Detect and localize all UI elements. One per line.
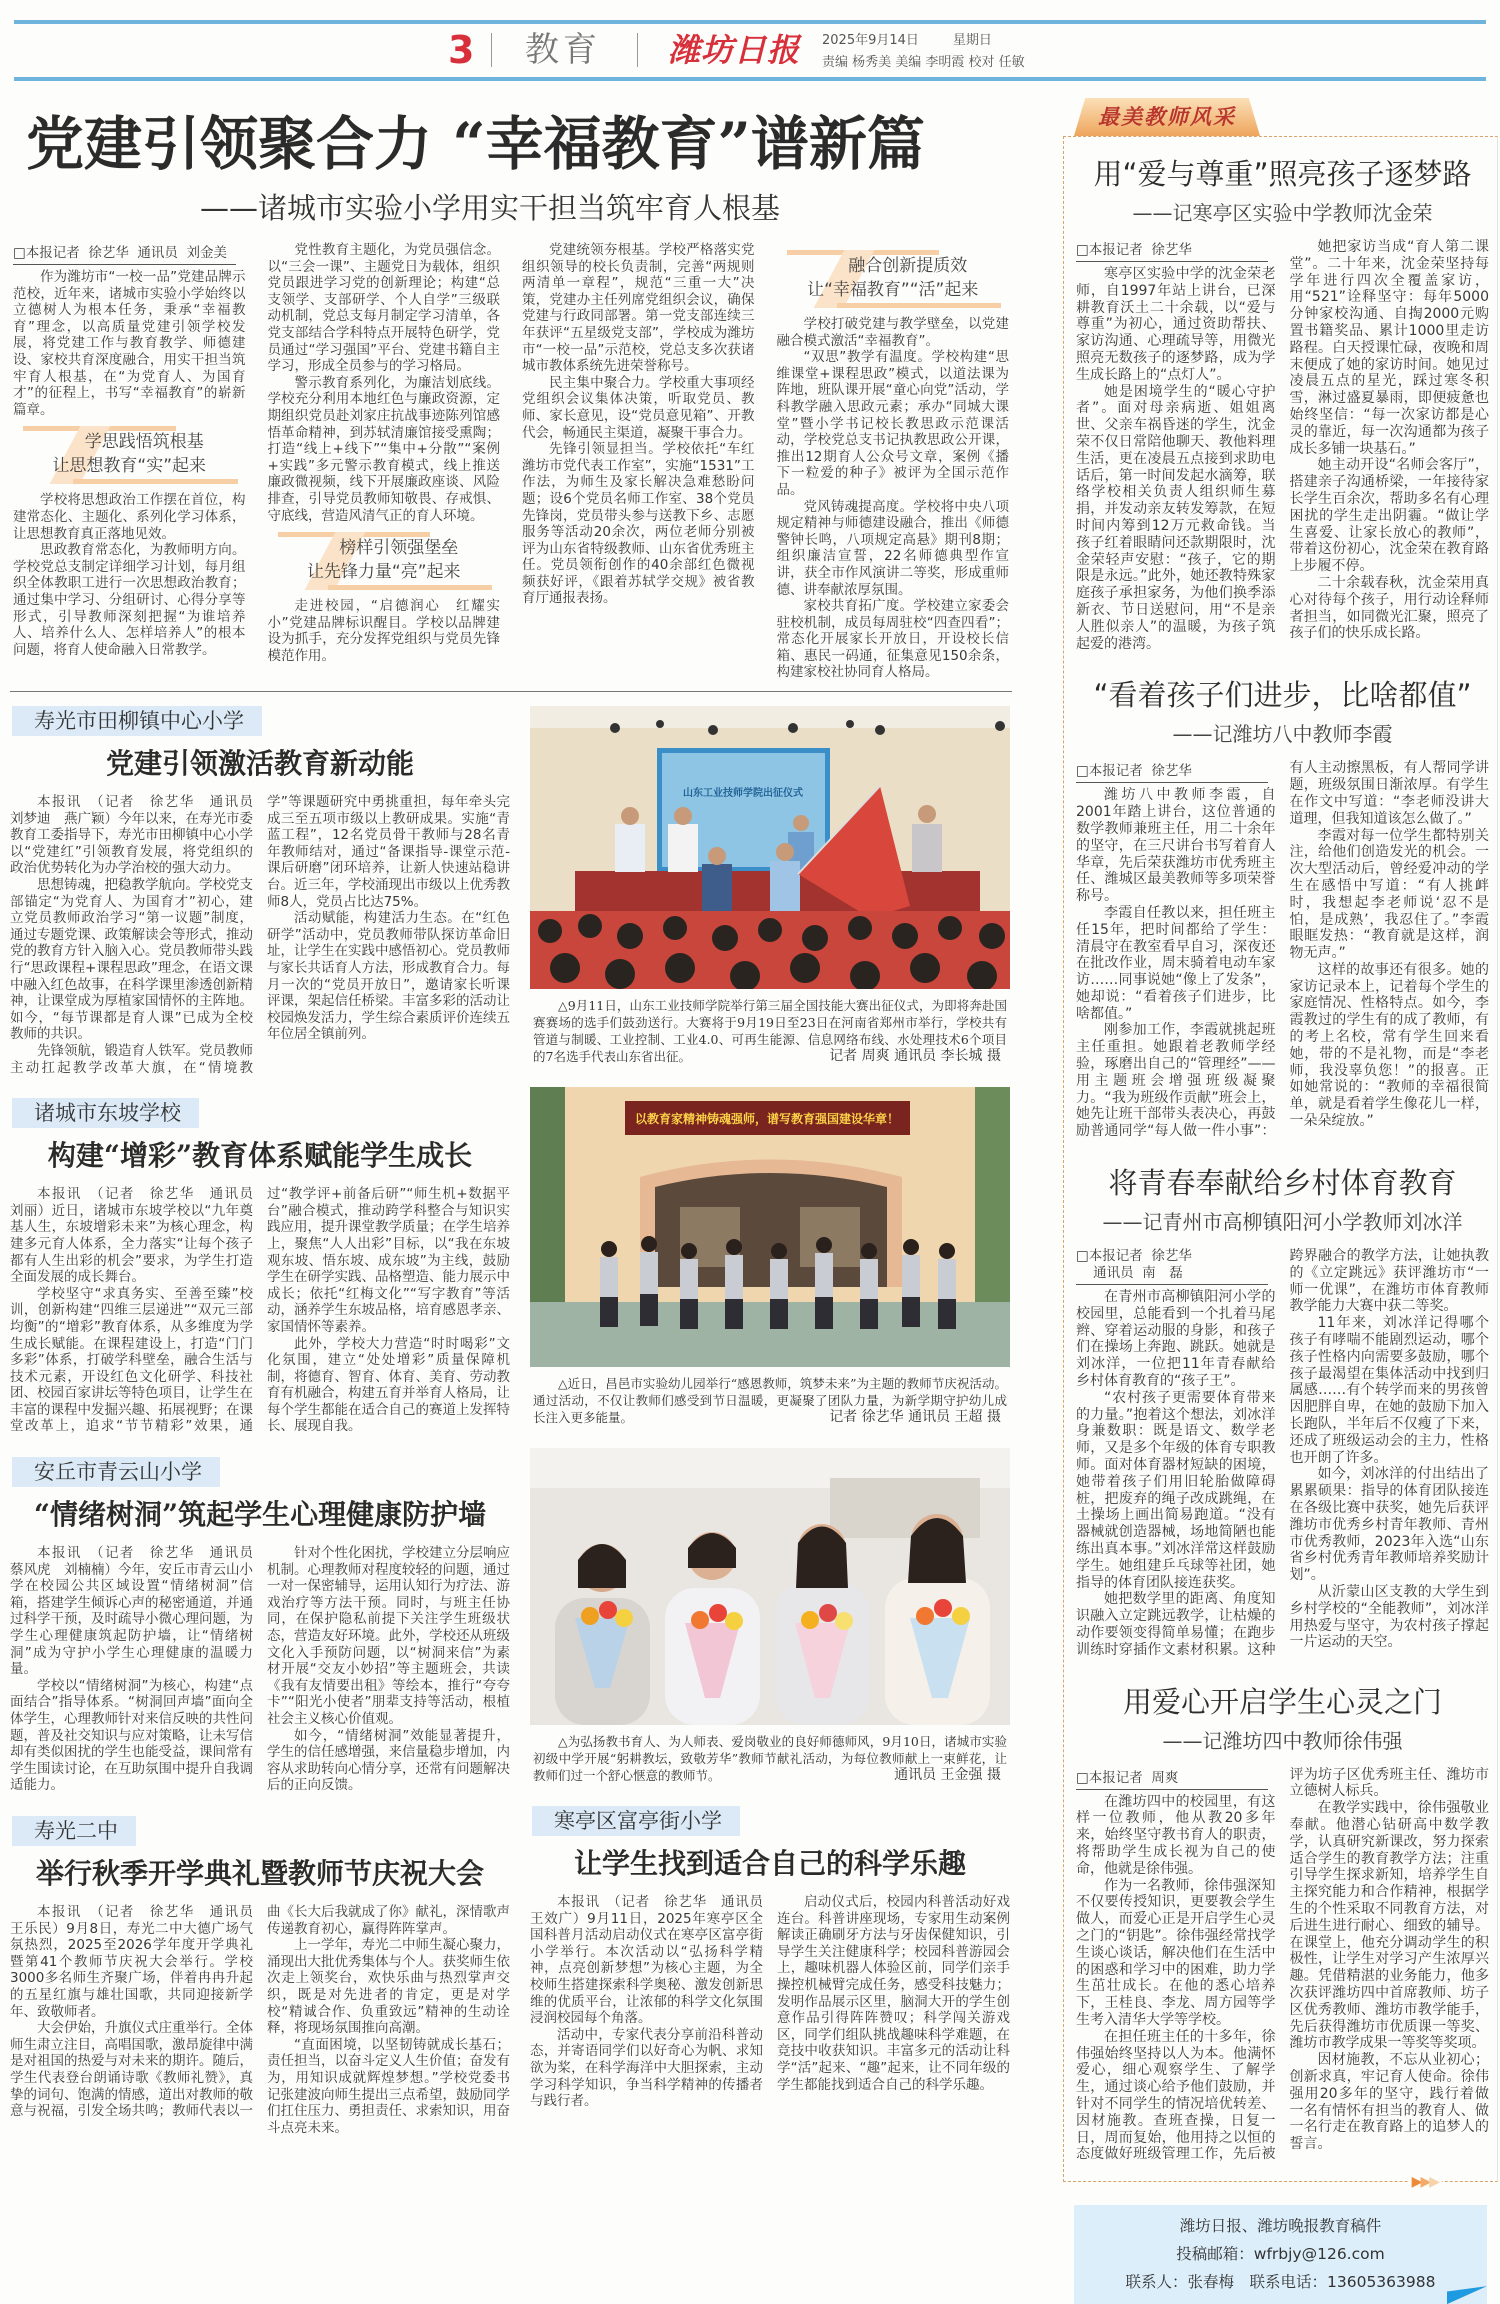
- paragraphs: [1076, 1248, 1489, 1659]
- paragraph: 走进校园，“启德润心 红耀实小”党建品牌标识醒目。学校以品牌建设为抓手，充分发挥党组织与党员先锋模范作用。: [267, 598, 500, 664]
- paragraph: 本报讯 （记者 徐艺华 通讯员 蔡风虎 刘楠楠）今年，安丘市青云山小学在校园公共区域设置“情绪树洞”信箱，搭建学生倾诉心声的秘密通道，并通过科学干预，及时疏导小微心理问题，为学生心理健康筑起防护墙，让“情绪树洞”成为守护小学生心理健康的温暖力量。: [10, 1545, 267, 1678]
- divider: [637, 33, 638, 67]
- school-label: 寒亭区富亭街小学: [532, 1806, 740, 1836]
- paragraph: 活动赋能，构建活力生态。在“红色研学”活动中，党员教师带队探访革命旧址，让学生在实践中感悟初心。党员教师与家长共话育人方法，形成教育合力。每月一次的“党员开放日”，邀请家长听课评课，架起信任桥梁。丰富多彩的活动让校园焕发活力，学生综合素质评价连续五年位居全镇前列。: [267, 910, 510, 1043]
- paragraph: 她把数学里的距离、角度知识融入立定跳远教学，让枯燥的动作要领变得简单易懂；在跑步训练时穿插作文素材积累。这种跨界融合的教学方法，让她执教的《立定跳远》获评潍坊市“一师一优课”，在潍坊市体育教师教学能力大赛中获二等奖。: [1076, 1248, 1489, 1658]
- paragraph: 李霞对每一位学生都特别关注，给他们创造发光的机会。一次大型活动后，曾经爱冲动的学生在感悟中写道：“有人挑衅时，我想起李老师说‘忍不是怕，是成熟’，我忍住了。”李霞眼眶发热：“教育就是这样，润物无声。”: [1289, 827, 1489, 962]
- paragraph: 在潍坊四中的校园里，有这样一位教师，他从教20多年来，始终坚守教书育人的职责，将帮助学生成长视为自己的使命，他就是徐伟强。: [1076, 1793, 1276, 1877]
- screen-text: 山东工业技师学院出征仪式: [683, 788, 803, 800]
- paragraph: 针对个性化困扰，学校建立分层响应机制。心理教师对程度较轻的问题，通过一对一保密辅导，运用认知行为疗法、游戏治疗等方法干预。同时，与班主任协同，在保护隐私前提下关注学生班级状态，营造友好环境。此外，学校还从班级文化入手预防问题，以“树洞来信”为素材开展“交友小妙招”等主题班会，共读《我有友情要出租》等绘本，推行“夸夸卡”“阳光小使者”朋辈支持等活动，根植社会主义核心价值观。: [267, 1545, 510, 1727]
- byline: □本报记者 徐艺华: [1076, 763, 1268, 783]
- paragraph: 刚参加工作，李霞就挑起班主任重担。她跟着老教师学经验，琢磨出自己的“管理经”——用主题班会增强班级凝聚力。“我为班级作贡献”班会上，她先让班干部带头表决心，再鼓励普通同学“每人做一件小事”：有人主动擦黑板，有人帮同学讲题，班级氛围日渐浓厚。有学生在作文中写道：“李老师没讲大道理，但我知道该怎么做了。”: [1076, 760, 1489, 1140]
- lead-subtitle: ——诸城市实验小学用实干担当筑牢育人根基: [200, 191, 781, 225]
- paragraph: 本报讯 （记者 徐艺华 通讯员 王效广）9月11日，2025年寒亭区全国科普月活动启动仪式在寒亭区富亭街小学举行。本次活动以“弘扬科学精神，点亮创新梦想”为核心主题，为全校师生搭建探索科学奥秘、激发创新思维的优质平台，让浓郁的科学文化氛围浸润校园每个角落。: [530, 1894, 777, 2027]
- subheading-line: 让先锋力量“亮”起来: [306, 562, 461, 583]
- subheading-line: 让思想教育“实”起来: [52, 456, 207, 477]
- article-title: 将青春奉献给乡村体育教育: [1108, 1166, 1457, 1201]
- paragraph: 二十余载春秋，沈金荣用真心对待每个孩子，用行动诠释师者担当，如同微光汇聚，照亮了孩子们的快乐成长路。: [1289, 574, 1489, 642]
- article-headline: 让学生找到适合自己的科学乐趣: [573, 1847, 966, 1881]
- paragraph: 启动仪式后，校园内科普活动好戏连台。科普讲座现场，专家用生动案例解读正确刷牙方法与牙齿保健知识，引导学生关注健康科学；校园科普游园会上，趣味机器人体验区前，同学们亲手操控机械臂完成任务，感受科技魅力；发明作品展示区里，脑洞大开的学生创意作品引得阵阵赞叹；科学闯关游戏区，同学们组队挑战趣味科学难题，在竞技中收获知识。丰富多元的活动让科学“活”起来、“趣”起来，让不同年级的学生都能找到适合自己的科学乐趣。: [777, 1894, 1010, 2093]
- article-body: [1076, 760, 1489, 1140]
- paragraph: 本报讯 （记者 徐艺华 通讯员 王乐民）9月8日，寿光二中大德广场气氛热烈，2025至2026学年度开学典礼暨第41个教师节庆祝大会举行。学校3000多名师生齐聚广场，伴着冉冉升起的五星红旗与雄壮国歌，共同迎接新学年、致敬师者。: [10, 1903, 267, 2020]
- staff-credits: 责编 杨秀美 美编 李明霞 校对 任敏: [822, 55, 1025, 70]
- issue-date: 2025年9月14日: [822, 33, 919, 48]
- school-article: [10, 1098, 510, 1435]
- school-news-stack: [10, 706, 510, 2158]
- article-body: [10, 1545, 510, 1794]
- section-subheading: [268, 532, 501, 590]
- submission-title: 潍坊日报、潍坊晚报教育稿件: [1179, 2217, 1382, 2236]
- subheading-line: 融合创新提质效: [848, 256, 968, 276]
- photo-kindergarten: [530, 1087, 1010, 1367]
- paragraph: 如今，刘冰洋的付出结出了累累硕果：指导的体育团队接连在各级比赛中获奖，她先后获评潍坊市优秀乡村青年教师、青州市优秀教师，2023年入选“山东省乡村优秀青年教师培养奖励计划”。: [1289, 1466, 1489, 1584]
- lead-article-body: [10, 242, 1012, 681]
- arrows-icon: ▶▶▶: [1063, 2173, 1442, 2191]
- byline: □本报记者 周爽: [1076, 1770, 1268, 1790]
- photo-teachers-flowers: [530, 1448, 1010, 1725]
- submission-email[interactable]: 投稿邮箱：wfrbjy@126.com: [1176, 2245, 1385, 2264]
- paragraph: 她是困境学生的“暖心守护者”。面对母亲病逝、姐姐离世、父亲车祸昏迷的学生，沈金荣不仅日常陪他聊天、教他料理生活，更在凌晨五点接到求助电话后，第一时间发起水滴筹，联络学校相关负责人组织师生募捐，并发动亲友转发筹款，在短时间内筹到12万元救命钱。当孩子红着眼睛问还款期限时，沈金荣轻声安慰：“孩子，它的期限是永远。”此外，她还教特殊家庭孩子承担家务，为他们换季添新衣、节日送慰问，用“不是亲人胜似亲人”的温暖，为孩子筑起爱的港湾。: [1076, 383, 1276, 652]
- profile-article: [1076, 1683, 1489, 2164]
- issue-weekday: 星期日: [952, 33, 992, 48]
- paragraph: 她把家访当成“育人第二课堂”。二十年来，沈金荣坚持每学年进行四次全覆盖家访，用“521”诠释坚守：每年5000分钟家校沟通、自掏2000元购置书籍奖品、累计1000里走访路程。白天授课忙碌，夜晚和周末便成了她的家访时间。她见过凌晨五点的星光，踩过寒冬积雪，淋过盛夏暴雨，即便疲惫也始终坚信：“每一次家访都是心灵的靠近，每一次沟通都为孩子成长多铺一块基石。”: [1289, 239, 1489, 457]
- article-subtitle: ——记潍坊八中教师李霞: [1172, 722, 1393, 747]
- school-article: [10, 706, 510, 1076]
- school-label: 诸城市东坡学校: [12, 1098, 199, 1128]
- caption-text: △9月11日，山东工业技师学院举行第三届全国技能大赛出征仪式，为即将奔赴国赛赛场的选手们鼓劲送行。大赛将于9月19日至23日在河南省郑州市举行，学校共有管道与制暖、工业控制、工业4.0、可再生能源、信息网络布线、水处理技术6个项目的7名选手代表山东省出征。: [533, 998, 1007, 1065]
- article-headline: 党建引领激活教育新动能: [105, 747, 414, 781]
- paragraph: 潍坊八中教师李霞，自2001年踏上讲台，这位普通的数学教师兼班主任，用二十余年的坚守，在三尺讲台书写着育人华章，先后荣获潍坊市优秀班主任、潍城区最美教师等多项荣誉称号。: [1076, 787, 1276, 905]
- column-tab-title: 最美教师风采: [1098, 104, 1236, 129]
- masthead-bottom-rule: [14, 77, 1486, 81]
- submission-contact: 联系人：张春梅 联系电话：13605363988: [1125, 2273, 1436, 2292]
- divider: [491, 33, 492, 67]
- article-headline: “情绪树洞”筑起学生心理健康防护墙: [33, 1498, 487, 1532]
- school-label: 寿光市田柳镇中心小学: [12, 706, 262, 736]
- decor-bar: [328, 585, 493, 590]
- paragraph: 如今，“情绪树洞”效能显著提升，学生的信任感增强，来信量稳步增加，内容从求助转向心情分享，还常有问题解决后的正向反馈。: [267, 1727, 510, 1794]
- paragraph: 先锋领航，锻造育人铁军。党员教师主动扛起教学改革大旗，在“情境教学”等课题研究中勇挑重担，每年牵头完成三至五项市级以上教研成果。实施“青蓝工程”，12名党员骨干教师与28名青年教师结对，通过“备课指导-课堂示范-课后研磨”闭环培养，让新人快速站稳讲台。近三年，学校涌现出市级以上优秀教师8人，党员占比达75%。: [10, 794, 510, 1076]
- paragraph: 学校将思想政治工作摆在首位，构建常态化、主题化、系列化学习体系，让思想教育真正落地见效。: [13, 492, 246, 542]
- divider: [10, 691, 1012, 692]
- photo-column: [530, 706, 1010, 2132]
- paragraph: 本报讯 （记者 徐艺华 通讯员 刘丽）近日，诸城市东坡学校以“九年奠基人生，东坡增彩未来”为核心理念，构建多元育人体系，全力落实“让每个孩子都有人生出彩的机会”要求，为学生打造全面发展的成长舞台。: [10, 1186, 267, 1286]
- paragraph: 党性教育主题化，为党员强信念。以“三会一课”、主题党日为载体，组织党员跟进学习党的创新理论；构建“总支领学、支部研学、个人自学”三级联动机制，党总支每月制定学习清单，各党支部结合学科特点开展特色研学，党员通过“学习强国”平台、党建书籍自主学习，形成全员参与的学习格局。: [267, 242, 500, 375]
- paragraph: “双思”教学有温度。学校构建“思维课堂+课程思政”模式，以道法课为阵地，班队课开展“童心向党”活动，学科教学融入思政元素；承办“同城大课堂”暨小学书记校长教思政示范课活动，学校党总支书记执教思政公开课，推出12期育人公众号文章，案例《播下一粒爱的种子》被评为全国示范作品。: [776, 349, 1009, 498]
- subheading-line: 让“幸福教育”“活”起来: [807, 280, 979, 300]
- photo-credit: 通讯员 王金强 摄: [894, 1767, 1001, 1784]
- profile-article: [1076, 676, 1489, 1140]
- school-label: 寿光二中: [12, 1816, 136, 1846]
- paragraph: 作为潍坊市“一校一品”党建品牌示范校，近年来，诸城市实验小学始终以立德树人为根本任务，秉承“幸福教育”理念，以高质量党建引领学校发展，将党建工作与教育教学、师德建设、家校共育深度融合，用实干担当筑牢育人根基，在“为党育人、为国育才”的征程上，书写“幸福教育”的崭新篇章。: [13, 269, 246, 418]
- subheading-line: 学思践悟筑根基: [84, 432, 204, 453]
- photo-credit: 记者 徐艺华 通讯员 王超 摄: [829, 1409, 1001, 1426]
- paragraph: 在青州市高柳镇阳河小学的校园里，总能看到一个扎着马尾辫、穿着运动服的身影，和孩子们在操场上奔跑、跳跃。她就是刘冰洋，一位把11年青春献给乡村体育教育的“孩子王”。: [1076, 1289, 1276, 1390]
- school-article: [530, 1806, 1010, 2110]
- caption-text: △为弘扬教书育人、为人师表、爱岗敬业的良好师德师风，9月10日，诸城市实验初级中学开展“躬耕教坛，致敬芳华”教师节献礼活动，为每位教师献上一束鲜花，让教师们过一个舒心惬意的教师节。: [533, 1734, 1007, 1784]
- article-subtitle: ——记寒亭区实验中学教师沈金荣: [1132, 201, 1433, 225]
- banner-text: 以教育家精神铸魂强师，谱写教育强国建设华章！: [634, 1112, 900, 1127]
- main-area: [10, 108, 1012, 2158]
- paragraph: 在担任班主任的十多年，徐伟强始终坚持以人为本。他满怀爱心，细心观察学生、了解学生，通过谈心给予他们鼓励，并针对不同学生的情况培优转差、因材施教。查班查操，日复一日，周而复始，他用持之以恒的态度做好班级管理工作，先后被评为坊子区优秀班主任、潍坊市立德树人标兵。: [1076, 1766, 1489, 2163]
- paragraph: 大会伊始，升旗仪式庄重举行。全体师生肃立注目，高唱国歌，激昂旋律中满是对祖国的热爱与对未来的期许。随后，学生代表登台朗诵诗歌《教师礼赞》，真挚的词句、饱满的情感，道出对教师的敬意与祝福，引发全场共鸣；教师代表以一曲《长大后我就成了你》献礼，深情歌声传递教育初心，赢得阵阵掌声。: [10, 1903, 510, 2120]
- masthead-top-rule: [14, 20, 1486, 24]
- lead-paragraphs: [13, 242, 1009, 681]
- article-subtitle: ——记潍坊四中教师徐伟强: [1162, 1728, 1403, 1753]
- issue-date-line: [822, 32, 992, 50]
- paragraphs: [1076, 760, 1489, 1140]
- article-body: [10, 1186, 510, 1435]
- photo-caption: [533, 1375, 1007, 1426]
- lower-section: [10, 706, 1012, 2158]
- paragraph: 学校以“情绪树洞”为核心，构建“点面结合”指导体系。“树洞回声墙”面向全体学生，心理教师针对来信反映的共性问题，普及社交知识与应对策略，让未写信却有类似困扰的学生也能受益，课间常有学生围读讨论，在互助氛围中提升自我调适能力。: [10, 1677, 253, 1794]
- paragraph: 学校坚守“求真务实、至善至臻”校训，创新构建“四维三层递进”“双元三部均衡”的“增彩”教育体系，从多维度为学生成长赋能。在课程建设上，打造“门门多彩”体系，打破学科壁垒，融合生活与技术元素，开设红色文化研学、科技社团、校园百家讲坛等特色项目，让学生在丰富的课程中发掘兴趣、拓展视野；在课堂改革上，追求“节节精彩”效果，通过“教学评+前备后研”“师生机+数据平台”融合模式，推动跨学科整合与知识实践应用，提升课堂教学质量；在学生培养上，聚焦“人人出彩”目标，以“我在东坡观东坡、悟东坡、成东坡”为主线，鼓励学生在研学实践、品格塑造、能力展示中成长；依托“红梅文化”“写字教育”等活动，涵养学生东坡品格，培育感恩孝亲、家国情怀等素养。: [10, 1186, 510, 1435]
- decor-bar: [73, 479, 238, 484]
- paragraph: 思政教育常态化，为教师明方向。学校党总支制定详细学习计划，每月组织全体教职工进行一次思想政治教育；通过集中学习、分组研讨、心得分享等形式，引导教师深刻把握“为谁培养人、培养什么人、怎样培养人”的根本问题，将育人使命融入日常教学。: [13, 542, 246, 658]
- paragraph: 她主动开设“名师会客厅”，搭建亲子沟通桥梁，一年接待家长学生百余次，帮助多名有心理困扰的学生走出阴霾。“做让学生喜爱、让家长放心的教师”，带着这份初心，沈金荣在教育路上步履不停。: [1289, 457, 1489, 575]
- caption-text: △近日，昌邑市实验幼儿园举行“感恩教师，筑梦未来”为主题的教师节庆祝活动。通过活动，不仅让教师们感受到节日温暖，更凝聚了团队力量，为新学期守护幼儿成长注入更多能量。: [533, 1376, 1007, 1426]
- byline: □本报记者 徐艺华 通讯员 刘金美: [13, 245, 236, 265]
- paragraph: 上一学年，寿光二中师生凝心聚力，涌现出大批优秀集体与个人。获奖师生依次走上领奖台，欢快乐曲与热烈掌声交织，既是对先进者的肯定，更是对学校“精诚合作、负重致远”精神的生动诠释，将现场氛围推向高潮。: [267, 1937, 510, 2037]
- paragraph: 党建统领夯根基。学校严格落实党组织领导的校长负责制，完善“两规则两清单一章程”，规范“三重一大”决策，党建办主任列席党组织会议，确保党建与行政同部署。第一党支部连续三年获评“五星级党支部”，学校成为潍坊市“一校一品”示范校，党总支多次获诸城市教体系统先进荣誉称号。: [522, 242, 755, 375]
- paragraph: 党风铸魂提高度。学校将中央八项规定精神与师德建设融合，推出《师德警钟长鸣，八项规定高悬》期刊8期；组织廉洁宣誓，22名师德典型作宣讲，获全市作风演讲二等奖，形成重师德、讲奉献浓厚氛围。: [776, 498, 1009, 598]
- section-subheading: [777, 250, 1010, 308]
- paragraph: “农村孩子更需要体育带来的力量。”抱着这个想法，刘冰洋身兼数职：既是语文、数学老师，又是多个年级的体育专职教师。面对体育器材短缺的困境，她带着孩子们用旧轮胎做障碍桩，把废弃的绳子改成跳绳，在土操场上画出简易跑道。“没有器械就创造器械，场地简陋也能练出真本事。”刘冰洋常这样鼓励学生。她组建乒乓球等社团，她指导的体育团队接连获奖。: [1076, 1389, 1276, 1591]
- paragraph: 11年来，刘冰洋记得哪个孩子有哮喘不能剧烈运动，哪个孩子性格内向需要多鼓励，哪个孩子最渴望在集体活动中找到归属感……有个转学而来的男孩曾因肥胖自卑，在她的鼓励下加入长跑队，半年后不仅瘦了下来，还成了班级运动会的主力，性格也开朗了许多。: [1289, 1315, 1489, 1466]
- photo-caption: [533, 1733, 1007, 1784]
- article-body: [10, 1904, 510, 2136]
- byline: □本报记者 徐艺华: [1076, 242, 1268, 262]
- byline: □本报记者 徐艺华 通讯员 南 磊: [1076, 1248, 1268, 1285]
- newspaper-logo: 潍坊日报: [668, 31, 801, 69]
- paragraph: 思想铸魂，把稳教学航向。学校党支部锚定“为党育人、为国育才”初心，建立党员教师政治学习“第一议题”制度，通过专题党课、政策解读会等形式，推动党的教育方针入脑入心。党员教师带头践行“思政课程+课程思政”理念，在语文课中融入红色故事，在科学课里渗透创新精神，让课堂成为厚植家国情怀的主阵地。如今，“每节课都是育人课”已成为全校教师的共识。: [10, 877, 253, 1043]
- profile-article: [1076, 155, 1489, 652]
- paragraph: 从沂蒙山区支教的大学生到乡村学校的“全能教师”，刘冰洋用热爱与坚守，为农村孩子撑起一片运动的天空。: [1289, 1584, 1489, 1651]
- paragraph: 寒亭区实验中学的沈金荣老师，自1997年站上讲台，已深耕教育沃土二十余载，以“爱与尊重”为初心，通过资助帮扶、家访沟通、心理疏导等，用微光照亮无数孩子的逐梦路，成为学生成长路上的“点灯人”。: [1076, 266, 1276, 383]
- paragraph: 民主集中聚合力。学校重大事项经党组织会议集体决策，听取党员、教师、家长意见，设“党员意见箱”、开教代会，畅通民主渠道，凝聚干事合力。: [522, 374, 755, 441]
- article-subtitle: ——记青州市高柳镇阳河小学教师刘冰洋: [1102, 1210, 1463, 1235]
- paragraphs: [1076, 1767, 1489, 2164]
- article-title: 用“爱与尊重”照亮孩子逐梦路: [1093, 157, 1472, 191]
- photo-credit: 记者 周爽 通讯员 李长城 摄: [829, 1048, 1001, 1065]
- subheading-line: 榜样引领强堡垒: [339, 538, 459, 559]
- article-headline: 举行秋季开学典礼暨教师节庆祝大会: [35, 1856, 484, 1890]
- section-subheading: [13, 426, 246, 484]
- profile-article: [1076, 1164, 1489, 1659]
- page-number: 3: [448, 28, 475, 72]
- photo-ceremony: [530, 706, 1010, 989]
- article-headline: 构建“增彩”教育体系赋能学生成长: [47, 1139, 473, 1173]
- column-tab: [1074, 98, 1260, 136]
- article-body: [10, 794, 510, 1076]
- decor-bar: [837, 303, 1002, 308]
- paragraph: 学校打破党建与教学壁垒，以党建融合模式激活“幸福教育”。: [776, 316, 1009, 349]
- paragraph: “直面困境，以坚韧铸就成长基石；责任担当，以奋斗定义人生价值；奋发有为，用知识成就辉煌梦想。”学校党委书记张建波向师生提出三点希望，鼓励同学们扛住压力、勇担责任、求索知识，用奋斗点亮未来。: [267, 2036, 510, 2136]
- section-name: 教育: [525, 30, 601, 70]
- article-body: [530, 1894, 1010, 2110]
- paragraphs: [1076, 239, 1489, 652]
- paragraph: 这样的故事还有很多。她的家访记录本上，记着每个学生的家庭情况、性格特点。如今，李霞教过的学生有的成了教师，有的考上名校，常有学生回来看她，带的不是礼物，而是“李老师，我没辜负您！”的报喜。正如她常说的：“教师的幸福很简单，就是看着学生像花儿一样，一朵朵绽放。”: [1289, 961, 1489, 1130]
- column-frame: [1063, 136, 1498, 2182]
- paragraph: 警示教育系列化，为廉洁划底线。学校充分利用本地红色与廉政资源，定期组织党员赴刘家庄抗战事迹陈列馆感悟革命精神，到苏轼清廉馆接受熏陶；打造“线上+线下”“集中+分散”“案例+实践”多元警示教育模式，线上推送廉政微视频，线下开展廉政座谈、风险排查，引导党员教师知敬畏、存戒惧、守底线，营造风清气正的育人环境。: [267, 374, 500, 524]
- submission-info-box: [1074, 2205, 1487, 2304]
- paragraph: 在教学实践中，徐伟强敬业奉献。他潜心钻研高中数学教学，认真研究新课改，努力探索适合学生的教育教学方法；注重引导学生探求新知，培养学生自主探究能力和合作精神，根据学生的个性采取不同教育方法，对后进生进行耐心、细致的辅导。在课堂上，他充分调动学生的积极性，让学生对学习产生浓厚兴趣。凭借精湛的业务能力，他多次获评潍坊四中首席教师、坊子区优秀教师、潍坊市教学能手，先后获得潍坊市优质课一等奖、潍坊市教学成果一等奖等奖项。: [1289, 1800, 1489, 2052]
- school-article: [10, 1457, 510, 1794]
- article-body: [1076, 1248, 1489, 1659]
- paragraph: 先锋引领显担当。学校依托“车红潍坊市党代表工作室”，实施“1531”工作法，为师生及家长解决急难愁盼问题；设6个党员名师工作室、38个党员先锋岗，党员带头参与送教下乡、志愿服务等活动20余次，两位老师分别被评为山东省特级教师、山东省优秀班主任。党员领衔创作的40余部红色微视频获好评，《跟着苏轼学交规》被省教育厅通报表扬。: [522, 441, 755, 607]
- lead-headline: 党建引领聚合力 “幸福教育”谱新篇: [26, 110, 925, 178]
- article-body: [1076, 1767, 1489, 2164]
- paragraph: 李霞自任教以来，担任班主任15年，把时间都给了学生：清晨守在教室看早自习，深夜还在批改作业，周末骑着电动车家访……同事说她“像上了发条”，她却说：“看着孩子们进步，比啥都值。”: [1076, 904, 1276, 1022]
- teacher-profiles-column: [1063, 98, 1498, 2304]
- school-label: 安丘市青云山小学: [12, 1457, 220, 1487]
- school-article: [10, 1816, 510, 2136]
- article-title: 用爱心开启学生心灵之门: [1122, 1684, 1442, 1719]
- article-body: [1076, 239, 1489, 652]
- paragraph: 因材施教，不忘从业初心；创新求真，牢记育人使命。徐伟强用20多年的坚守，践行着做一名有情怀有担当的教育人、做一名行走在教育路上的追梦人的誓言。: [1289, 2052, 1489, 2153]
- paragraph: 本报讯 （记者 徐艺华 通讯员 刘梦迪 燕广颖）今年以来，在寿光市委教育工委指导下，寿光市田柳镇中心小学以“党建红”引领教育发展，将党组织的政治优势转化为办学治校的强大动力。: [10, 794, 267, 877]
- paragraph: 家校共育拓广度。学校建立家委会驻校机制，成员每周驻校“四查四看”；常态化开展家长开放日，开设校长信箱、惠民一码通，征集意见150余条，构建家校社协同育人格局。: [776, 598, 1009, 681]
- paragraph: 活动中，专家代表分享前沿科普动态，并寄语同学们以好奇心为帆、求知欲为桨，在科学海洋中大胆探索，主动学习科学知识，争当科学精神的传播者与践行者。: [530, 2026, 763, 2110]
- paragraph: 作为一名教师，徐伟强深知不仅要传授知识，更要教会学生做人，而爱心正是开启学生心灵之门的“钥匙”。徐伟强经常找学生谈心谈话，解决他们在生活中的困惑和学习中的困难，助力学生茁壮成长。在他的悉心培养下，王桂良、李龙、周方园等学生考入清华大学等学校。: [1076, 1877, 1276, 2028]
- article-title: “看着孩子们进步，比啥都值”: [1093, 678, 1472, 713]
- paragraph: 此外，学校大力营造“时时喝彩”文化氛围，建立“处处增彩”质量保障机制，将德育、智育、体育、美育、劳动教育有机融合，构建五育并举育人格局，让每个学生都能在适合自己的赛道上发挥特长、展现自我。: [267, 1335, 510, 1435]
- photo-caption: [533, 997, 1007, 1065]
